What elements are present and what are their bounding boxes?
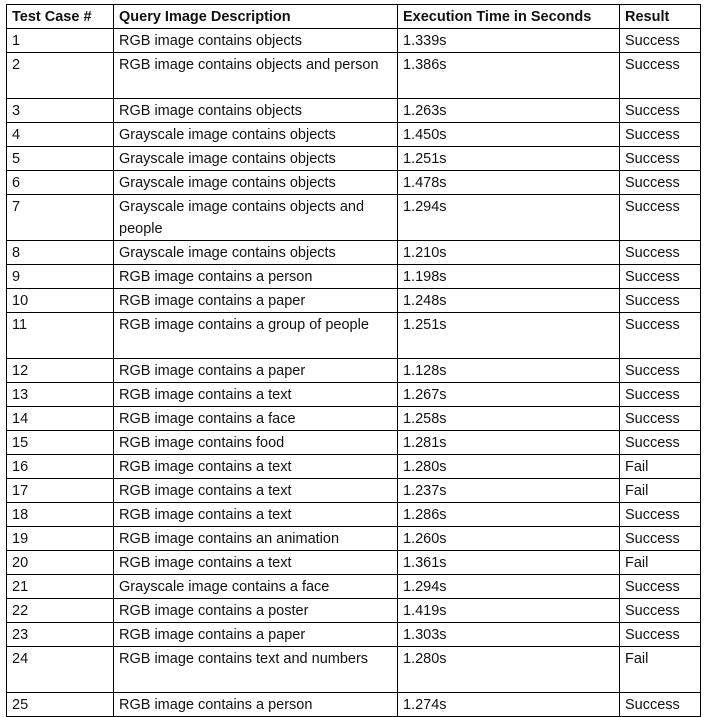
execution-time: 1.303s <box>398 623 620 647</box>
header-result: Result <box>620 5 701 29</box>
query-description: RGB image contains a paper <box>114 289 398 313</box>
execution-time: 1.263s <box>398 99 620 123</box>
query-description: Grayscale image contains objects <box>114 241 398 265</box>
test-case-id: 5 <box>7 147 114 171</box>
query-description: Grayscale image contains a face <box>114 575 398 599</box>
execution-time: 1.267s <box>398 383 620 407</box>
test-case-id: 16 <box>7 455 114 479</box>
query-description: RGB image contains a text <box>114 479 398 503</box>
test-case-id: 11 <box>7 313 114 359</box>
test-case-id: 23 <box>7 623 114 647</box>
table-row <box>7 123 701 147</box>
table-row <box>7 527 701 551</box>
query-description: RGB image contains objects and person <box>114 53 398 99</box>
query-description: RGB image contains text and numbers <box>114 647 398 693</box>
table-row <box>7 359 701 383</box>
table-row <box>7 407 701 431</box>
test-case-id: 20 <box>7 551 114 575</box>
test-case-id: 21 <box>7 575 114 599</box>
execution-time: 1.128s <box>398 359 620 383</box>
table-row <box>7 195 701 241</box>
execution-time: 1.251s <box>398 147 620 171</box>
query-description: RGB image contains a group of people <box>114 313 398 359</box>
result: Success <box>620 195 701 241</box>
test-case-id: 4 <box>7 123 114 147</box>
query-description: RGB image contains a paper <box>114 623 398 647</box>
query-description: RGB image contains a paper <box>114 359 398 383</box>
result: Success <box>620 575 701 599</box>
result: Success <box>620 289 701 313</box>
execution-time: 1.210s <box>398 241 620 265</box>
execution-time: 1.286s <box>398 503 620 527</box>
result: Success <box>620 527 701 551</box>
table-row <box>7 289 701 313</box>
execution-time: 1.248s <box>398 289 620 313</box>
query-description: RGB image contains food <box>114 431 398 455</box>
result: Success <box>620 383 701 407</box>
test-case-id: 22 <box>7 599 114 623</box>
table-row <box>7 503 701 527</box>
result: Success <box>620 99 701 123</box>
execution-time: 1.294s <box>398 575 620 599</box>
header-test-case: Test Case # <box>7 5 114 29</box>
table-row <box>7 383 701 407</box>
table-row <box>7 647 701 693</box>
results-table <box>6 4 701 717</box>
execution-time: 1.450s <box>398 123 620 147</box>
execution-time: 1.361s <box>398 551 620 575</box>
test-case-id: 3 <box>7 99 114 123</box>
table-row <box>7 431 701 455</box>
execution-time: 1.386s <box>398 53 620 99</box>
query-description: RGB image contains a person <box>114 265 398 289</box>
result: Success <box>620 503 701 527</box>
result: Success <box>620 265 701 289</box>
table-row <box>7 29 701 53</box>
test-case-id: 17 <box>7 479 114 503</box>
query-description: RGB image contains a text <box>114 503 398 527</box>
table-row <box>7 479 701 503</box>
query-description: RGB image contains a person <box>114 693 398 717</box>
result: Success <box>620 623 701 647</box>
result: Success <box>620 123 701 147</box>
query-description: RGB image contains a poster <box>114 599 398 623</box>
execution-time: 1.419s <box>398 599 620 623</box>
header-description: Query Image Description <box>114 5 398 29</box>
query-description: RGB image contains a text <box>114 455 398 479</box>
test-case-id: 12 <box>7 359 114 383</box>
test-case-id: 10 <box>7 289 114 313</box>
result: Success <box>620 241 701 265</box>
result: Success <box>620 313 701 359</box>
table-row <box>7 313 701 359</box>
execution-time: 1.237s <box>398 479 620 503</box>
header-execution-time: Execution Time in Seconds <box>398 5 620 29</box>
result: Success <box>620 53 701 99</box>
table-row <box>7 241 701 265</box>
execution-time: 1.258s <box>398 407 620 431</box>
test-case-id: 8 <box>7 241 114 265</box>
table-row <box>7 575 701 599</box>
test-case-id: 24 <box>7 647 114 693</box>
table-row <box>7 599 701 623</box>
execution-time: 1.478s <box>398 171 620 195</box>
query-description: Grayscale image contains objects and people <box>114 195 398 241</box>
result: Fail <box>620 551 701 575</box>
query-description: Grayscale image contains objects <box>114 171 398 195</box>
query-description: RGB image contains a text <box>114 551 398 575</box>
query-description: Grayscale image contains objects <box>114 123 398 147</box>
test-case-id: 13 <box>7 383 114 407</box>
execution-time: 1.251s <box>398 313 620 359</box>
result: Fail <box>620 455 701 479</box>
execution-time: 1.339s <box>398 29 620 53</box>
header-row <box>7 5 701 29</box>
test-case-id: 1 <box>7 29 114 53</box>
table-row <box>7 147 701 171</box>
execution-time: 1.281s <box>398 431 620 455</box>
table-row <box>7 265 701 289</box>
test-case-id: 7 <box>7 195 114 241</box>
execution-time: 1.280s <box>398 647 620 693</box>
test-case-id: 2 <box>7 53 114 99</box>
table-row <box>7 99 701 123</box>
result: Success <box>620 431 701 455</box>
result: Success <box>620 359 701 383</box>
execution-time: 1.260s <box>398 527 620 551</box>
test-case-id: 25 <box>7 693 114 717</box>
test-case-id: 18 <box>7 503 114 527</box>
execution-time: 1.274s <box>398 693 620 717</box>
execution-time: 1.280s <box>398 455 620 479</box>
query-description: Grayscale image contains objects <box>114 147 398 171</box>
test-case-id: 6 <box>7 171 114 195</box>
result: Fail <box>620 479 701 503</box>
test-case-id: 15 <box>7 431 114 455</box>
execution-time: 1.294s <box>398 195 620 241</box>
table-row <box>7 455 701 479</box>
test-case-id: 19 <box>7 527 114 551</box>
result: Success <box>620 599 701 623</box>
test-case-id: 14 <box>7 407 114 431</box>
table-row <box>7 551 701 575</box>
test-case-id: 9 <box>7 265 114 289</box>
query-description: RGB image contains a text <box>114 383 398 407</box>
table-row <box>7 53 701 99</box>
result: Success <box>620 147 701 171</box>
result: Fail <box>620 647 701 693</box>
result: Success <box>620 693 701 717</box>
table-row <box>7 171 701 195</box>
execution-time: 1.198s <box>398 265 620 289</box>
result: Success <box>620 407 701 431</box>
query-description: RGB image contains a face <box>114 407 398 431</box>
query-description: RGB image contains objects <box>114 99 398 123</box>
query-description: RGB image contains an animation <box>114 527 398 551</box>
result: Success <box>620 171 701 195</box>
query-description: RGB image contains objects <box>114 29 398 53</box>
table-row <box>7 623 701 647</box>
result: Success <box>620 29 701 53</box>
